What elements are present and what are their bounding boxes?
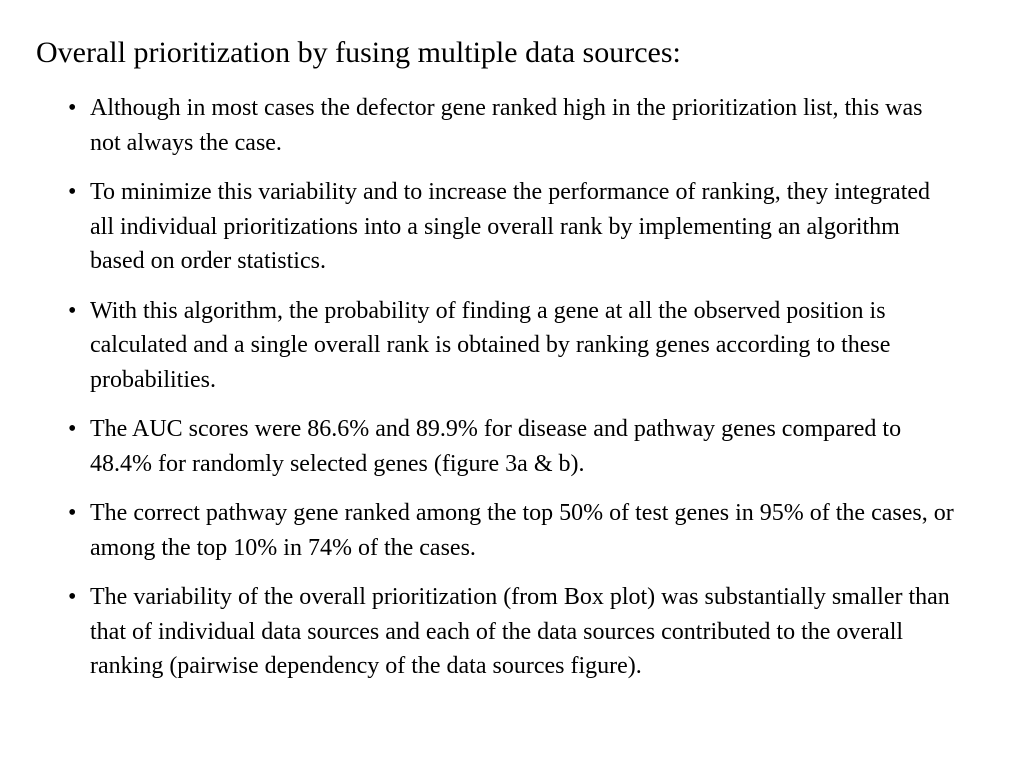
bullet-item xyxy=(68,496,958,565)
bullet-text: The variability of the overall prioritization (from Box plot) was substantially smaller than that of individual data sources and each of the data sources contributed to the overall ranking (pairwise dependency of the data sources figure). xyxy=(90,584,950,679)
bullet-item xyxy=(68,91,958,160)
bullet-text: To minimize this variability and to increase the performance of ranking, they integrated all individual prioritizations into a single overall rank by implementing an algorithm based on order statistics. xyxy=(90,179,931,274)
bullet-icon: • xyxy=(68,584,77,610)
bullet-item xyxy=(68,412,958,481)
bullet-icon: • xyxy=(68,95,77,121)
bullet-icon: • xyxy=(68,179,77,205)
bullet-icon: • xyxy=(68,297,77,324)
slide-title: Overall prioritization by fusing multiple data sources: xyxy=(36,36,681,69)
bullet-text: The correct pathway gene ranked among the top 50% of test genes in 95% of the cases, or among the top 10% in 74% of the cases. xyxy=(90,500,954,561)
bullet-item xyxy=(68,580,958,684)
bullet-item xyxy=(68,175,958,279)
bullet-text: The AUC scores were 86.6% and 89.9% for disease and pathway genes compared to 48.4% for randomly selected genes (figure 3a & b). xyxy=(90,416,902,477)
bullet-item xyxy=(68,294,958,398)
bullet-text: With this algorithm, the probability of finding a gene at all the observed position is calculated and a single overall rank is obtained by ranking genes according to these probabilities. xyxy=(90,297,891,393)
bullet-text: Although in most cases the defector gene ranked high in the prioritization list, this was not always the case. xyxy=(90,95,923,156)
bullet-list xyxy=(68,91,958,699)
bullet-icon: • xyxy=(68,500,77,526)
bullet-icon: • xyxy=(68,416,77,442)
